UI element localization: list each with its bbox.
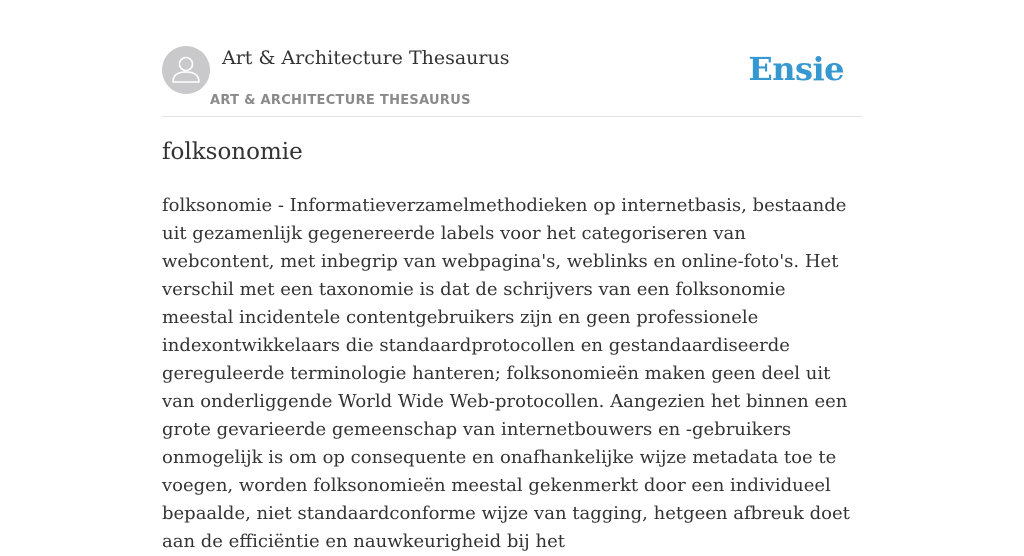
article-body: folksonomie - Informatieverzamelmethodieken op internetbasis, bestaande uit gezamenlijk gegenereerde labels voor het categoriseren van webcontent, met inbegrip van webpagina's, weblinks en online-foto's. Het verschil met een taxonomie is dat de schrijvers van een folksonomie meestal incidentele contentgebruikers zijn en geen professionele indexontwikkelaars die standaardprotocollen en gestandaardiseerde gereguleerde terminologie hanteren; folksonomieën maken geen deel uit van onderliggende World Wide Web-protocollen. Aangezien het binnen een grote gevarieerde gemeenschap van internetbouwers en -gebruikers onmogelijk is om op consequente en onafhankelijke wijze metadata toe te voegen, worden folksonomieën meestal gekenmerkt door een individueel bepaalde, niet standaardconforme wijze van tagging, hetgeen afbreuk doet aan de efficiëntie en nauwkeurigheid bij het: [162, 195, 850, 552]
brand-logo[interactable]: Ensie: [748, 50, 844, 88]
author-name-link[interactable]: Art & Architecture Thesaurus: [222, 47, 510, 69]
article-title: folksonomie: [162, 139, 303, 165]
header: [162, 46, 862, 117]
user-avatar-icon[interactable]: [162, 46, 210, 94]
source-label-link[interactable]: ART & ARCHITECTURE THESAURUS: [210, 93, 471, 108]
